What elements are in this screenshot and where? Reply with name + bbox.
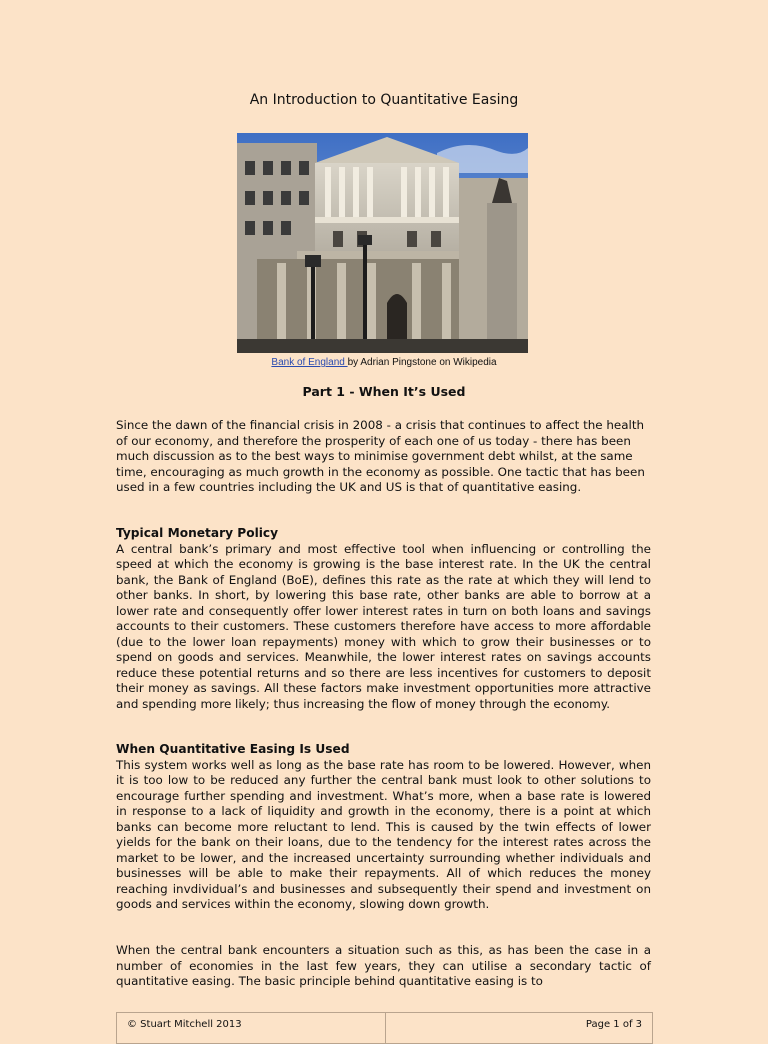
page-footer bbox=[116, 1012, 653, 1044]
footer-divider bbox=[385, 1013, 386, 1043]
image-caption bbox=[0, 357, 768, 368]
document-title: An Introduction to Quantitative Easing bbox=[249, 92, 519, 108]
section-continued bbox=[116, 943, 651, 990]
bank-of-england-photo bbox=[237, 133, 528, 353]
footer-copyright: © Stuart Mitchell 2013 bbox=[127, 1019, 242, 1030]
section-when-qe-used bbox=[116, 742, 651, 913]
section1-heading: Typical Monetary Policy bbox=[116, 526, 279, 540]
section1-paragraph: A central bank’s primary and most effective tool when influencing or controlling the speed at which the economy is growing is the base interest rate. In the UK the central bank, the Bank of England (BoE), defines this rate as the rate at which they will lend to other banks. In short, by lowering this base rate, other banks are able to borrow at a lower rate and consequently offer lower interest rates in turn on both loans and savings accounts to their customers. These customers therefore have access to more affordable (due to the lower loan repayments) money with which to grow their businesses or to spend on goods and services. Meanwhile, the lower interest rates on savings accounts reduce these potential returns and so there are less incentives for customers to deposit their money as savings. All these factors make investment opportunities more attractive and spending more likely; thus increasing the flow of money through the economy. bbox=[116, 541, 651, 711]
footer-page-number: Page 1 of 3 bbox=[585, 1019, 642, 1030]
section2-heading: When Quantitative Easing Is Used bbox=[116, 742, 350, 756]
intro-paragraph: Since the dawn of the financial crisis in 2008 - a crisis that continues to affect the health of our economy, and therefore the prosperity of each one of us today - there has been much discussion as to the best ways to minimise government debt whilst, at the same time, encouraging as much growth in the economy as possible. One tactic that has been used in a few countries including the UK and US is that of quantitative easing. bbox=[116, 418, 645, 494]
intro-paragraph-block bbox=[116, 418, 651, 496]
section3-paragraph: When the central bank encounters a situation such as this, as has been the case in a number of economies in the last few years, they can utilise a secondary tactic of quantitative easing. The basic principle behind quantitative easing is to bbox=[116, 943, 651, 988]
caption-credit: by Adrian Pingstone on Wikipedia bbox=[347, 357, 497, 368]
section-typical-monetary-policy bbox=[116, 526, 651, 712]
part-heading: Part 1 - When It’s Used bbox=[302, 384, 466, 399]
section2-paragraph: This system works well as long as the base rate has room to be lowered. However, when it is too low to be reduced any further the central bank must look to other solutions to encourage further spending and investment. What’s more, when a base rate is lowered in response to a lack of liquidity and growth in the economy, there is a point at which banks can become more reluctant to lend. This is caused by the twin effects of lower yields for the bank on their loans, due to the tendency for the interest rates across the market to be lower, and the increased uncertainty surrounding whether individuals and businesses will be able to make their repayments. All of which reduces the money reaching invdividual’s and businesses and subsequently their spend and investment on goods and services within the economy, slowing down growth. bbox=[116, 757, 651, 911]
bank-of-england-link[interactable]: Bank of England bbox=[271, 357, 348, 368]
